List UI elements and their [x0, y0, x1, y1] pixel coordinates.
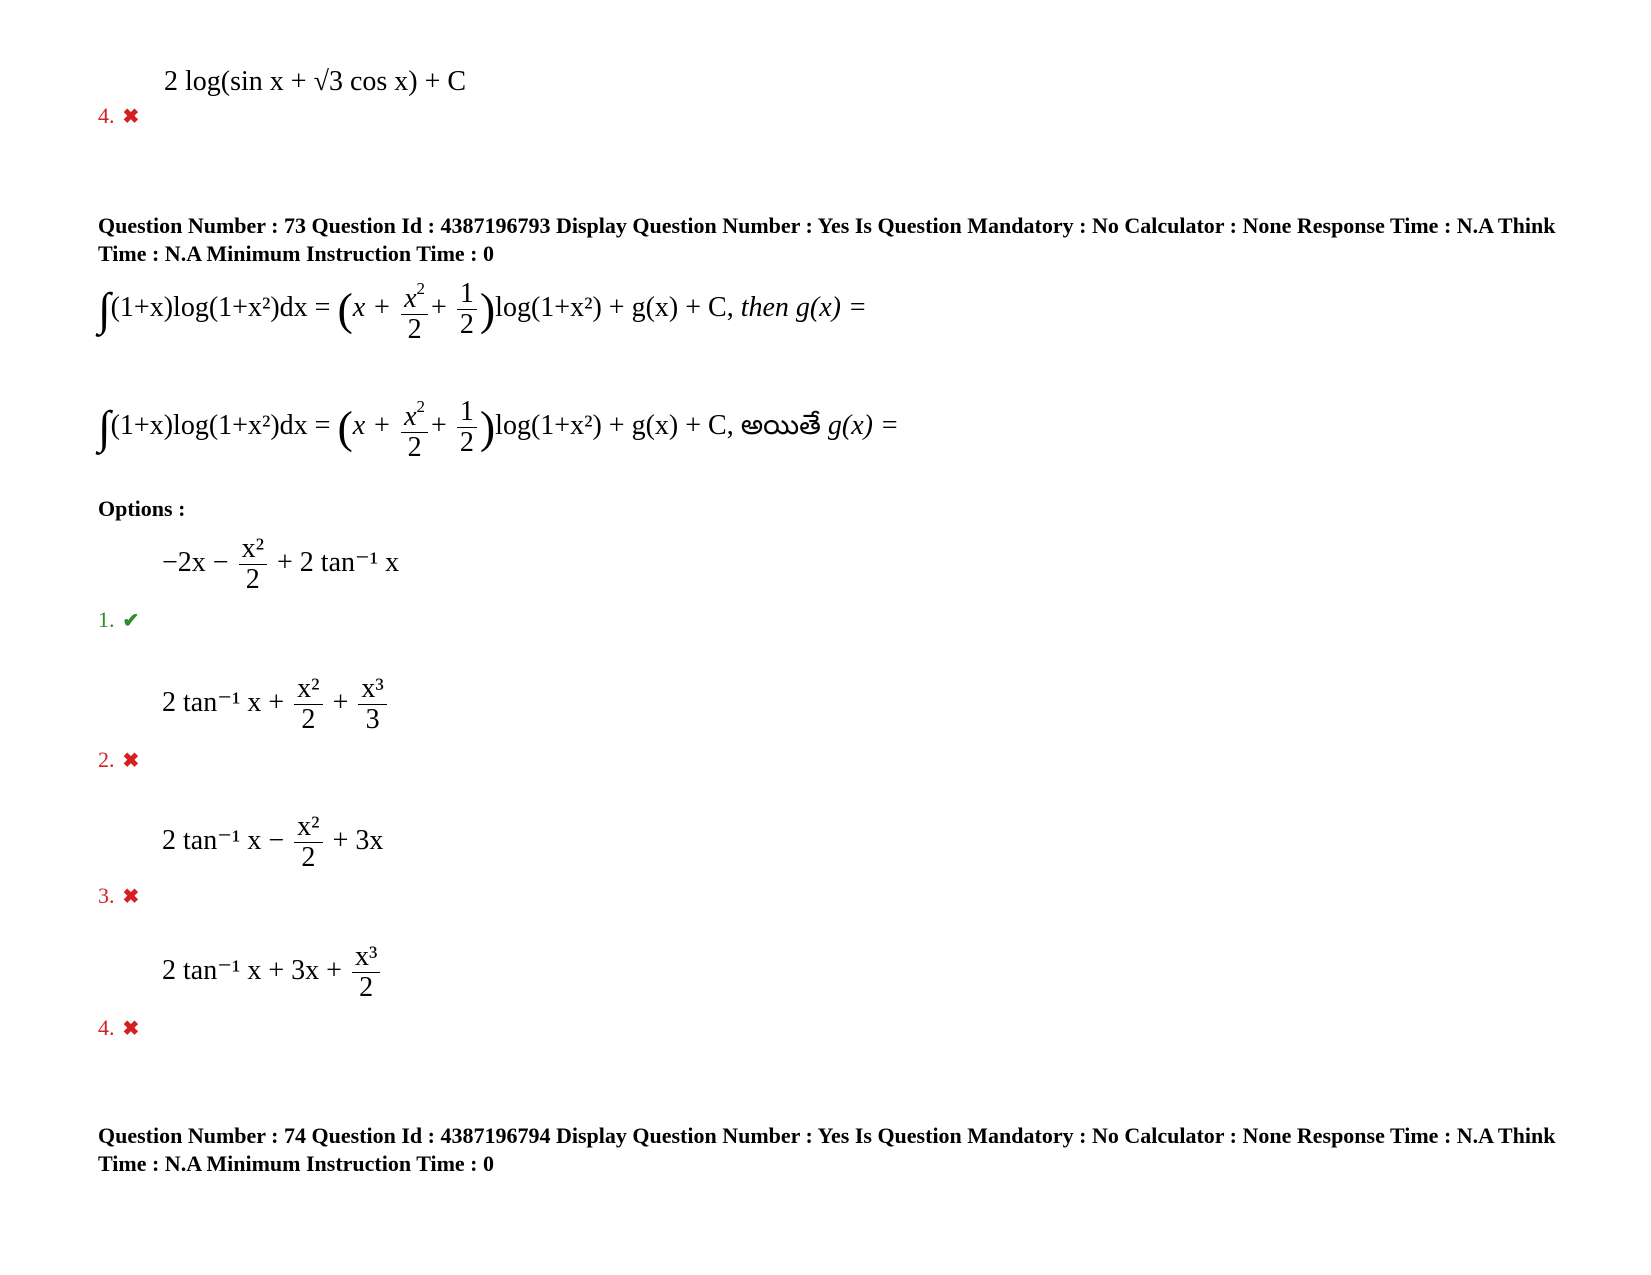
option-4-number: 4.: [98, 1015, 115, 1040]
fraction-x2-over-2: $\frac{x^2}{2}$: [401, 274, 428, 345]
prev-option-4-math: 2 log(sin x + √3 cos x) + C: [164, 66, 467, 97]
cross-icon: ✖: [122, 886, 140, 908]
cross-icon: ✖: [122, 1018, 140, 1040]
option-1-number: 1.: [98, 607, 115, 632]
option-2-math: 2 tan⁻¹ x + $\frac{\text{x²}}{2}$ + $\frac{\text{x³}}{3}$: [162, 674, 390, 735]
option-4-math: 2 tan⁻¹ x + 3x + $\frac{\text{x³}}{2}$: [162, 942, 383, 1003]
cross-icon: ✖: [122, 106, 140, 128]
question-74-header: Question Number : 74 Question Id : 4387196794 Display Question Number : Yes Is Question Mandatory : No Calculator : None Response Time : N.A Think Time : N.A Minimum Instruction Time : 0: [98, 1123, 1556, 1176]
question-73-stem-english: ∫(1+x)log(1+x²)dx = (x + $\frac{x^2}{2}$ + $\frac{1}{2}$ )log(1+x²) + g(x) + C, then g(x) =: [98, 274, 867, 345]
question-73-stem-telugu: ∫(1+x)log(1+x²)dx = (x + $\frac{x^2}{2}$ + $\frac{1}{2}$ )log(1+x²) + g(x) + C, అయితే g(x) =: [98, 392, 899, 463]
telugu-then: అయితే: [740, 409, 821, 441]
check-icon: ✔: [122, 610, 140, 632]
option-2-number: 2.: [98, 747, 115, 772]
option-3-math: 2 tan⁻¹ x − $\frac{\text{x²}}{2}$ + 3x: [162, 811, 384, 873]
cross-icon: ✖: [122, 750, 140, 772]
question-73-header: Question Number : 73 Question Id : 4387196793 Display Question Number : Yes Is Question Mandatory : No Calculator : None Response Time : N.A Think Time : N.A Minimum Instruction Time : 0: [98, 213, 1556, 266]
fraction-1-over-2: $\frac{1}{2}$: [457, 397, 477, 458]
integral-sign: ∫: [98, 401, 111, 453]
fraction-x2-over-2: $\frac{x^2}{2}$: [401, 392, 428, 463]
prev-option-4-number: 4.: [98, 103, 115, 128]
option-1-math: −2x − $\frac{\text{x²}}{2}$ + 2 tan⁻¹ x: [162, 533, 400, 595]
options-label: Options :: [98, 496, 186, 521]
option-3-number: 3.: [98, 883, 115, 908]
fraction-1-over-2: $\frac{1}{2}$: [457, 279, 477, 340]
integral-sign: ∫: [98, 283, 111, 335]
